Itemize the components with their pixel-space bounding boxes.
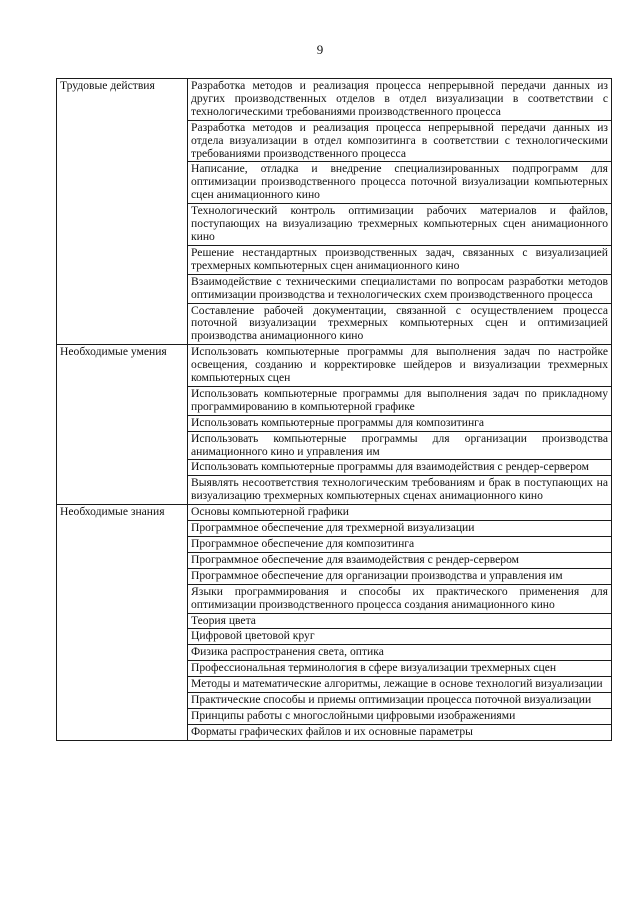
section-item: Программное обеспечение для организации производства и управления им [188, 568, 612, 584]
section-label-labor-actions: Трудовые действия [57, 79, 188, 345]
section-item: Выявлять несоответствия технологическим требованиям и брак в поступающих на визуализацию трехмерных компьютерных сценах анимационного кино [188, 476, 612, 505]
section-item: Цифровой цветовой круг [188, 629, 612, 645]
section-item: Программное обеспечение для трехмерной визуализации [188, 521, 612, 537]
section-item: Языки программирования и способы их практического применения для оптимизации производственного процесса создания анимационного кино [188, 584, 612, 613]
section-item: Технологический контроль оптимизации рабочих материалов и файлов, поступающих на визуализацию трехмерных компьютерных сцен анимационного кино [188, 204, 612, 246]
section-item: Методы и математические алгоритмы, лежащие в основе технологий визуализации [188, 677, 612, 693]
table-row [57, 79, 612, 121]
section-label-required-skills: Необходимые умения [57, 345, 188, 505]
section-item: Программное обеспечение для композитинга [188, 537, 612, 553]
section-item: Разработка методов и реализация процесса непрерывной передачи данных из отдела визуализации в отдел композитинга в соответствии с технологическими требованиями производственного процесса [188, 120, 612, 162]
section-item: Использовать компьютерные программы для выполнения задач по прикладному программированию в компьютерной графике [188, 386, 612, 415]
section-item: Использовать компьютерные программы для организации производства анимационного кино и управления им [188, 431, 612, 460]
qualification-table-body [57, 79, 612, 741]
section-item: Физика распространения света, оптика [188, 645, 612, 661]
section-item: Практические способы и приемы оптимизации процесса поточной визуализации [188, 693, 612, 709]
section-item: Форматы графических файлов и их основные параметры [188, 724, 612, 740]
page-number: 9 [316, 42, 324, 57]
section-item: Взаимодействие с техническими специалистами по вопросам разработки методов оптимизации производства и технологических схем производственного процесса [188, 274, 612, 303]
section-item: Написание, отладка и внедрение специализированных подпрограмм для оптимизации производственного процесса поточной визуализации компьютерных сцен анимационного кино [188, 162, 612, 204]
section-item: Основы компьютерной графики [188, 505, 612, 521]
qualification-table [56, 78, 612, 741]
section-item: Решение нестандартных производственных задач, связанных с визуализацией трехмерных компьютерных сцен анимационного кино [188, 245, 612, 274]
table-row [57, 345, 612, 387]
section-item: Использовать компьютерные программы для композитинга [188, 415, 612, 431]
section-item: Составление рабочей документации, связанной с осуществлением процесса поточной визуализации трехмерных компьютерных сцен и оптимизацией производства анимационного кино [188, 303, 612, 345]
section-item: Разработка методов и реализация процесса непрерывной передачи данных из других производственных отделов в отдел визуализации в соответствии с технологическими требованиями производственного процесса [188, 79, 612, 121]
section-item: Профессиональная терминология в сфере визуализации трехмерных сцен [188, 661, 612, 677]
section-item: Использовать компьютерные программы для выполнения задач по настройке освещения, созданию и корректировке шейдеров и визуализации трехмерных компьютерных сцен [188, 345, 612, 387]
section-item: Теория цвета [188, 613, 612, 629]
section-item: Использовать компьютерные программы для взаимодействия с рендер-сервером [188, 460, 612, 476]
section-label-required-knowledge: Необходимые знания [57, 505, 188, 741]
section-item: Программное обеспечение для взаимодействия с рендер-сервером [188, 552, 612, 568]
section-item: Принципы работы с многослойными цифровыми изображениями [188, 708, 612, 724]
table-row [57, 505, 612, 521]
